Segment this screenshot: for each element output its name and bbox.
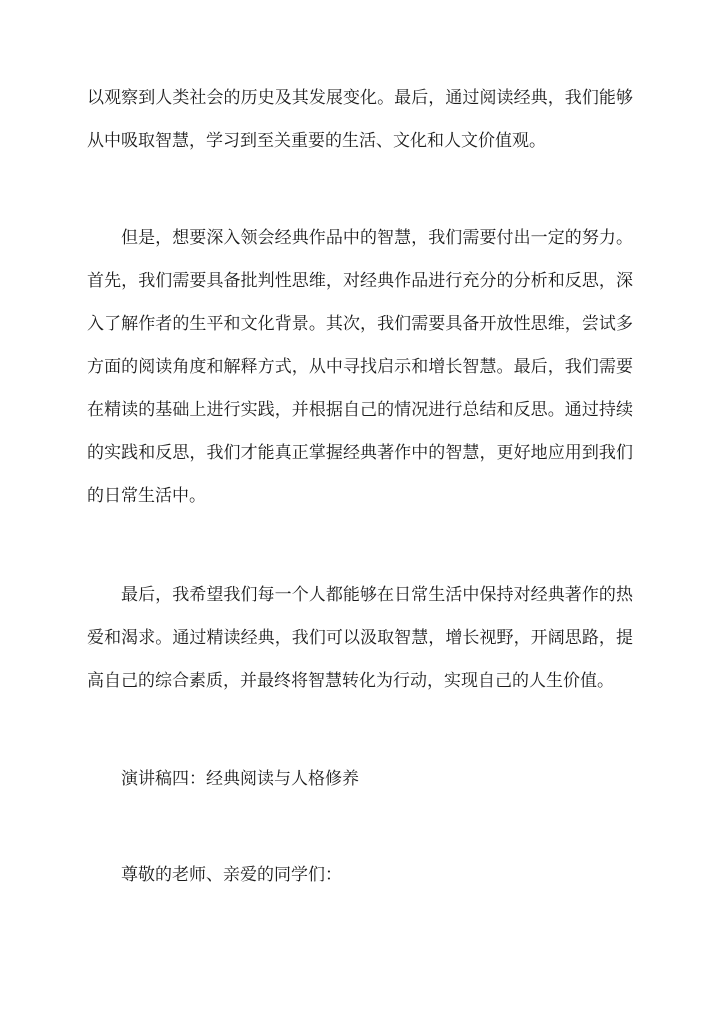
paragraph-3-line-2: 爱和渴求。通过精读经典，我们可以汲取智慧，增长视野，开阔思路，提 <box>87 628 633 648</box>
paragraph-3-line-3: 高自己的综合素质，并最终将智慧转化为行动，实现自己的人生价值。 <box>87 671 614 691</box>
paragraph-2-line-5: 在精读的基础上进行实践，并根据自己的情况进行总结和反思。通过持续 <box>87 400 633 420</box>
salutation: 尊敬的老师、亲爱的同学们： <box>121 865 342 885</box>
paragraph-3-line-1: 最后，我希望我们每一个人都能够在日常生活中保持对经典著作的热 <box>121 585 633 605</box>
paragraph-2-line-7: 的日常生活中。 <box>87 486 206 506</box>
paragraph-1-line-1: 以观察到人类社会的历史及其发展变化。最后，通过阅读经典，我们能够 <box>87 88 633 108</box>
paragraph-2-line-6: 的实践和反思，我们才能真正掌握经典著作中的智慧，更好地应用到我们 <box>87 443 633 463</box>
paragraph-2-line-4: 方面的阅读角度和解释方式，从中寻找启示和增长智慧。最后，我们需要 <box>87 357 633 377</box>
paragraph-2-line-2: 首先，我们需要具备批判性思维，对经典作品进行充分的分析和反思，深 <box>87 271 633 291</box>
paragraph-2-line-3: 入了解作者的生平和文化背景。其次，我们需要具备开放性思维，尝试多 <box>87 314 633 334</box>
section-heading: 演讲稿四：经典阅读与人格修养 <box>121 769 359 789</box>
paragraph-1-line-2: 从中吸取智慧，学习到至关重要的生活、文化和人文价值观。 <box>87 131 546 151</box>
paragraph-2-line-1: 但是，想要深入领会经典作品中的智慧，我们需要付出一定的努力。 <box>121 228 633 248</box>
